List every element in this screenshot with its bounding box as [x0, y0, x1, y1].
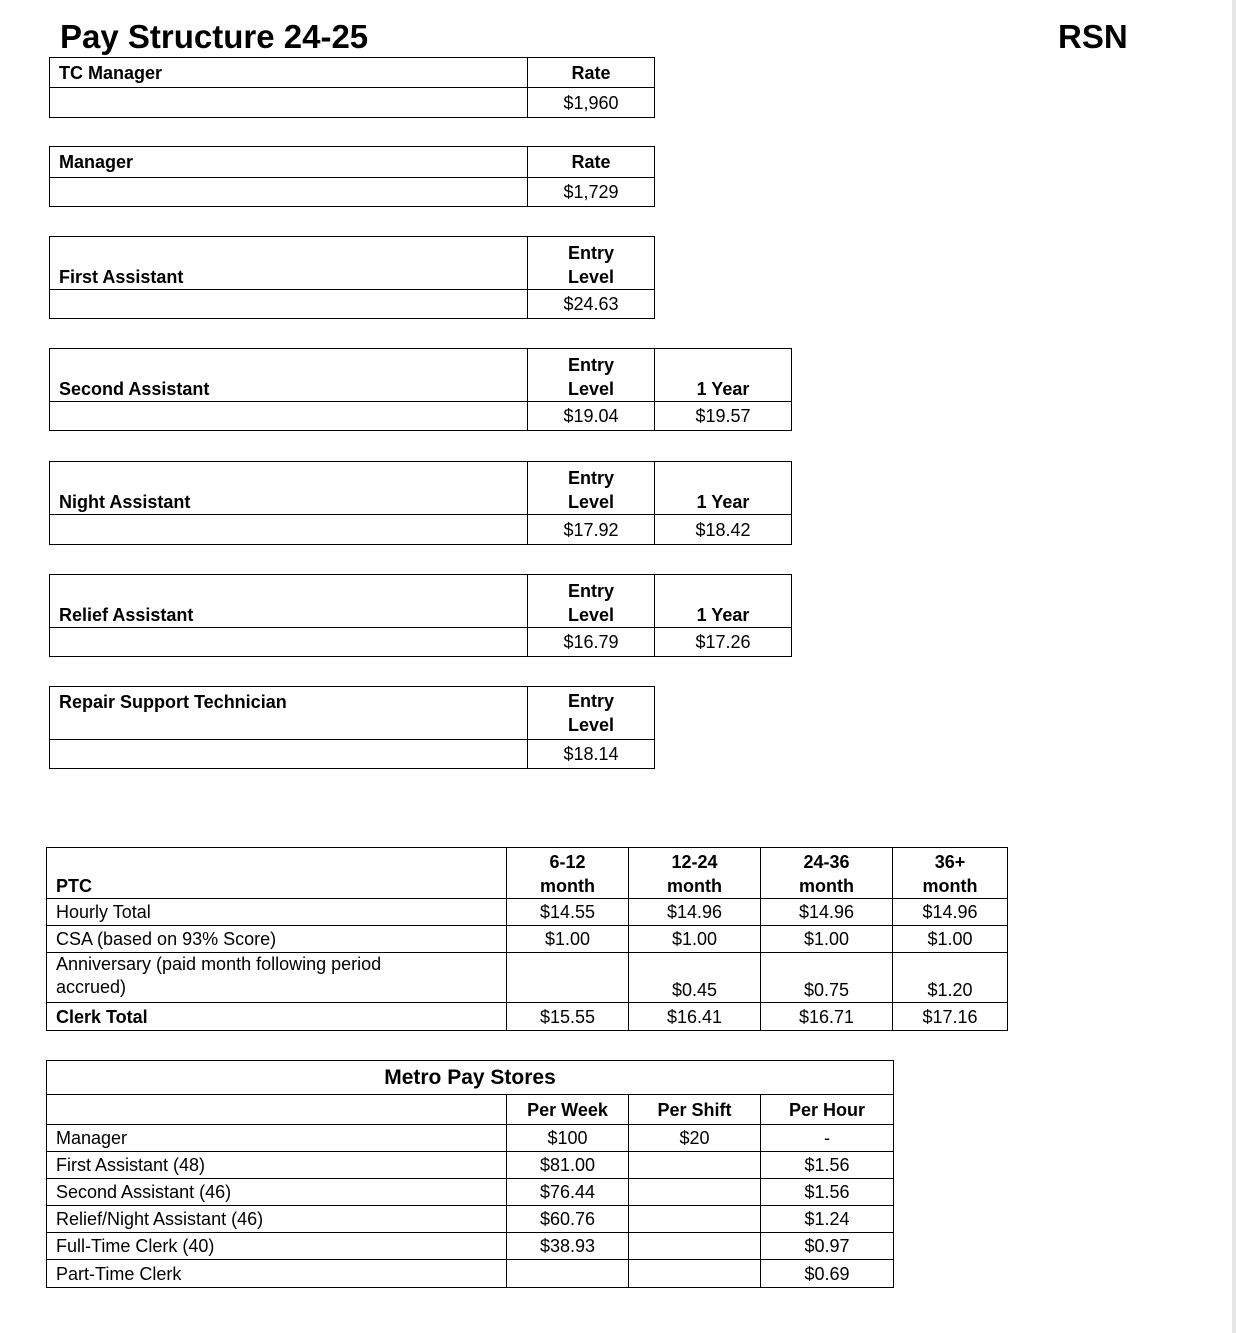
- entry-label: Entry: [567, 243, 614, 263]
- table-row: [47, 926, 1008, 953]
- ptc-table: [46, 847, 1008, 1031]
- first-assistant-entry: $24.63: [528, 290, 655, 319]
- tc-manager-rate: $1,960: [528, 88, 655, 118]
- company-code: RSN: [1058, 18, 1128, 55]
- entry-label: Entry: [567, 581, 614, 601]
- per-week-value: [507, 1260, 629, 1288]
- per-hour-value: $0.69: [761, 1260, 894, 1288]
- cell-value: $14.96: [761, 899, 893, 926]
- second-assistant-table: [49, 348, 792, 431]
- cell-value: $1.00: [761, 926, 893, 953]
- col-range: 24-36: [803, 852, 850, 872]
- ptc-col-header: [761, 848, 893, 899]
- entry-label: Entry: [567, 468, 614, 488]
- level-label: Level: [567, 492, 615, 512]
- page-edge: [1232, 0, 1236, 1333]
- row-label: Part-Time Clerk: [47, 1260, 507, 1288]
- row-label: Hourly Total: [47, 899, 507, 926]
- cell-value: $16.71: [761, 1003, 893, 1031]
- one-year-header: 1 Year: [655, 462, 792, 515]
- tc-manager-title: TC Manager: [50, 58, 528, 88]
- empty-cell: [50, 178, 528, 207]
- table-row: [47, 1152, 894, 1179]
- per-week-value: $38.93: [507, 1233, 629, 1260]
- first-assistant-title: First Assistant: [50, 237, 528, 290]
- second-assistant-entry: $19.04: [528, 402, 655, 431]
- per-shift-header: Per Shift: [629, 1095, 761, 1125]
- relief-assistant-year: $17.26: [655, 628, 792, 657]
- ptc-col-header: [507, 848, 629, 899]
- per-hour-header: Per Hour: [761, 1095, 894, 1125]
- table-row: [47, 1003, 1008, 1031]
- per-shift-value: [629, 1206, 761, 1233]
- relief-assistant-table: [49, 574, 792, 657]
- per-week-value: $76.44: [507, 1179, 629, 1206]
- cell-value: $14.55: [507, 899, 629, 926]
- row-label: Manager: [47, 1125, 507, 1152]
- entry-level-header: [528, 687, 655, 740]
- row-label: Second Assistant (46): [47, 1179, 507, 1206]
- row-label: Clerk Total: [47, 1003, 507, 1031]
- per-shift-value: [629, 1179, 761, 1206]
- entry-level-header: [528, 462, 655, 515]
- col-range: 36+: [934, 852, 966, 872]
- repair-tech-entry: $18.14: [528, 740, 655, 769]
- night-assistant-entry: $17.92: [528, 515, 655, 545]
- cell-value: $0.45: [629, 953, 761, 1003]
- empty-cell: [47, 1095, 507, 1125]
- col-range: 6-12: [549, 852, 586, 872]
- cell-value: $16.41: [629, 1003, 761, 1031]
- cell-value: $1.00: [893, 926, 1008, 953]
- per-shift-value: $20: [629, 1125, 761, 1152]
- table-row: [47, 953, 1008, 1003]
- per-week-header: Per Week: [507, 1095, 629, 1125]
- rate-header: Rate: [528, 147, 655, 178]
- metro-table: [46, 1060, 894, 1288]
- empty-cell: [50, 515, 528, 545]
- repair-tech-table: [49, 686, 655, 769]
- cell-value: $1.20: [893, 953, 1008, 1003]
- entry-label: Entry: [567, 691, 614, 711]
- empty-cell: [50, 402, 528, 431]
- row-label: Full-Time Clerk (40): [47, 1233, 507, 1260]
- night-assistant-title: Night Assistant: [50, 462, 528, 515]
- cell-value: $0.75: [761, 953, 893, 1003]
- per-shift-value: [629, 1233, 761, 1260]
- per-hour-value: $1.24: [761, 1206, 894, 1233]
- cell-value: $14.96: [893, 899, 1008, 926]
- table-row: [47, 1206, 894, 1233]
- entry-level-header: [528, 575, 655, 628]
- cell-value: $1.00: [507, 926, 629, 953]
- per-hour-value: $1.56: [761, 1179, 894, 1206]
- col-unit: month: [799, 876, 854, 896]
- empty-cell: [50, 88, 528, 118]
- night-assistant-table: [49, 461, 792, 545]
- tc-manager-table: [49, 57, 655, 118]
- col-unit: month: [922, 876, 978, 896]
- level-label: Level: [567, 379, 615, 399]
- table-row: [47, 1125, 894, 1152]
- per-shift-value: [629, 1260, 761, 1288]
- table-row: [47, 1233, 894, 1260]
- empty-cell: [50, 740, 528, 769]
- first-assistant-table: [49, 236, 655, 319]
- col-unit: month: [667, 876, 722, 896]
- ptc-col-header: [629, 848, 761, 899]
- one-year-header: 1 Year: [655, 349, 792, 402]
- page-title: Pay Structure 24-25: [60, 18, 369, 55]
- entry-label: Entry: [567, 355, 614, 375]
- per-shift-value: [629, 1152, 761, 1179]
- night-assistant-year: $18.42: [655, 515, 792, 545]
- relief-assistant-entry: $16.79: [528, 628, 655, 657]
- col-range: 12-24: [671, 852, 718, 872]
- cell-value: $1.00: [629, 926, 761, 953]
- relief-assistant-title: Relief Assistant: [50, 575, 528, 628]
- col-unit: month: [540, 876, 595, 896]
- level-label: Level: [567, 605, 615, 625]
- row-label: CSA (based on 93% Score): [47, 926, 507, 953]
- rate-header: Rate: [528, 58, 655, 88]
- table-row: [47, 1260, 894, 1288]
- per-week-value: $81.00: [507, 1152, 629, 1179]
- cell-value: $14.96: [629, 899, 761, 926]
- table-row: [47, 899, 1008, 926]
- cell-value: [507, 953, 629, 1003]
- per-hour-value: $1.56: [761, 1152, 894, 1179]
- second-assistant-title: Second Assistant: [50, 349, 528, 402]
- empty-cell: [50, 290, 528, 319]
- one-year-header: 1 Year: [655, 575, 792, 628]
- row-label: Relief/Night Assistant (46): [47, 1206, 507, 1233]
- manager-table: [49, 146, 655, 207]
- per-week-value: $100: [507, 1125, 629, 1152]
- row-label: First Assistant (48): [47, 1152, 507, 1179]
- per-week-value: $60.76: [507, 1206, 629, 1233]
- per-hour-value: -: [761, 1125, 894, 1152]
- repair-tech-title: Repair Support Technician: [50, 687, 528, 740]
- cell-value: $15.55: [507, 1003, 629, 1031]
- empty-cell: [50, 628, 528, 657]
- ptc-col-header: [893, 848, 1008, 899]
- level-label: Level: [567, 715, 615, 735]
- row-label: Anniversary (paid month following period accrued): [47, 953, 507, 1003]
- per-hour-value: $0.97: [761, 1233, 894, 1260]
- cell-value: $17.16: [893, 1003, 1008, 1031]
- entry-level-header: [528, 237, 655, 290]
- ptc-title: PTC: [47, 848, 507, 899]
- manager-title: Manager: [50, 147, 528, 178]
- manager-rate: $1,729: [528, 178, 655, 207]
- table-row: [47, 1179, 894, 1206]
- entry-level-header: [528, 349, 655, 402]
- metro-title: Metro Pay Stores: [47, 1061, 894, 1095]
- level-label: Level: [567, 267, 615, 287]
- second-assistant-year: $19.57: [655, 402, 792, 431]
